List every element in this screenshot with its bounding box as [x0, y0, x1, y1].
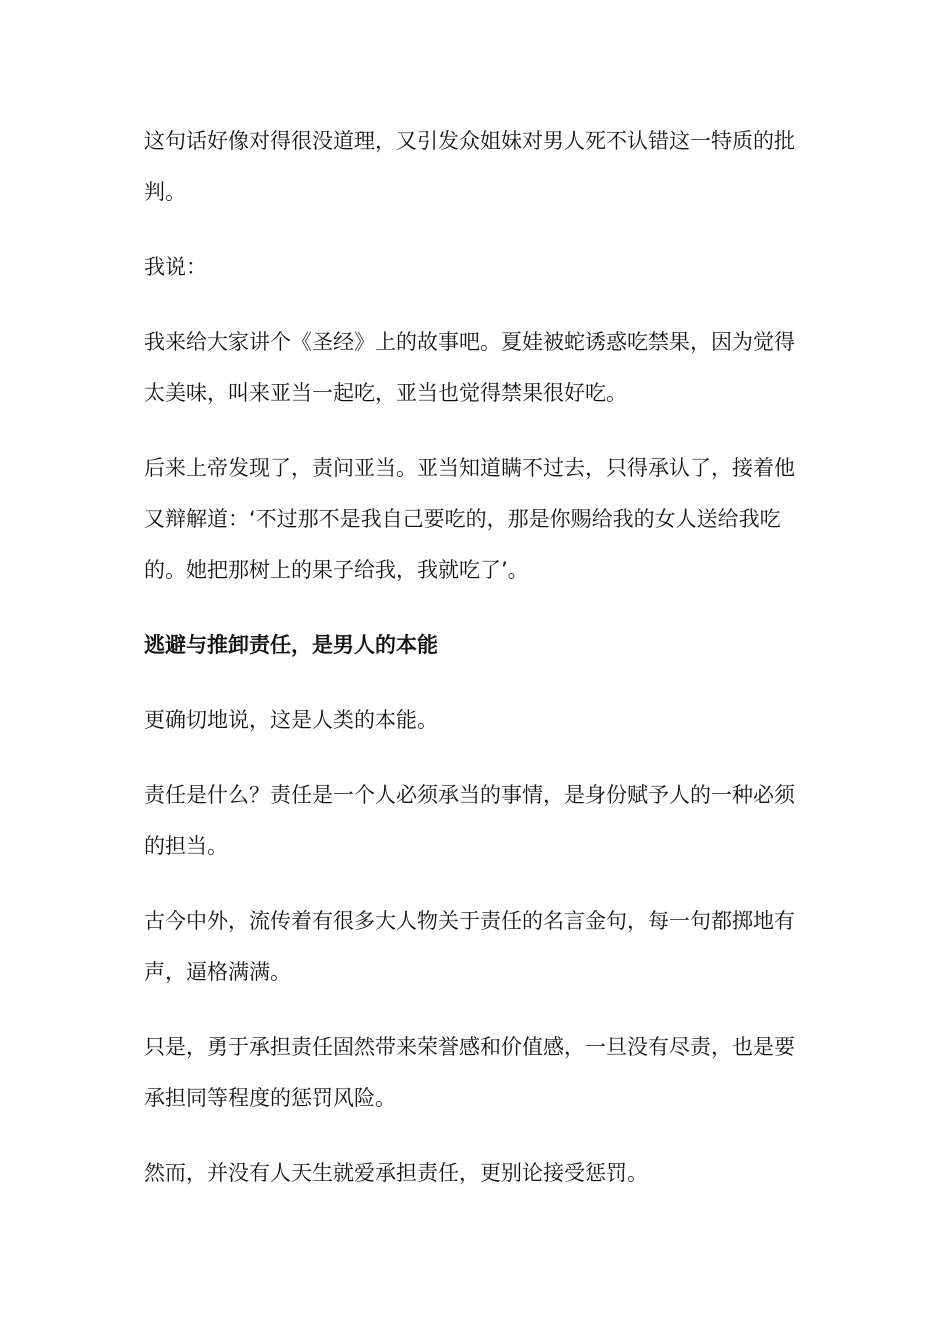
paragraph: 我说：: [144, 255, 207, 279]
paragraph: 古今中外，流传着有很多大人物关于责任的名言金句，每一句都掷地有声，逼格满满。: [144, 909, 795, 984]
paragraph: 更确切地说，这是人类的本能。: [144, 708, 438, 732]
paragraph: 后来上帝发现了，责问亚当。亚当知道瞒不过去，只得承认了，接着他又辩解道：‘不过那不是我自己要吃的，那是你赐给我的女人送给我吃的。她把那树上的果子给我，我就吃了’。: [144, 456, 795, 582]
document-body: [144, 116, 814, 1223]
paragraph: 只是，勇于承担责任固然带来荣誉感和价值感，一旦没有尽责，也是要承担同等程度的惩罚风险。: [144, 1035, 795, 1110]
paragraph: 责任是什么？责任是一个人必须承当的事情，是身份赋予人的一种必须的担当。: [144, 783, 795, 858]
paragraph: 我来给大家讲个《圣经》上的故事吧。夏娃被蛇诱惑吃禁果，因为觉得太美味，叫来亚当一起吃，亚当也觉得禁果很好吃。: [144, 330, 795, 405]
section-heading: 逃避与推卸责任，是男人的本能: [144, 633, 438, 657]
paragraph: 这句话好像对得很没道理，又引发众姐妹对男人死不认错这一特质的批判。: [144, 129, 795, 204]
paragraph: 然而，并没有人天生就爱承担责任，更别论接受惩罚。: [144, 1161, 648, 1185]
